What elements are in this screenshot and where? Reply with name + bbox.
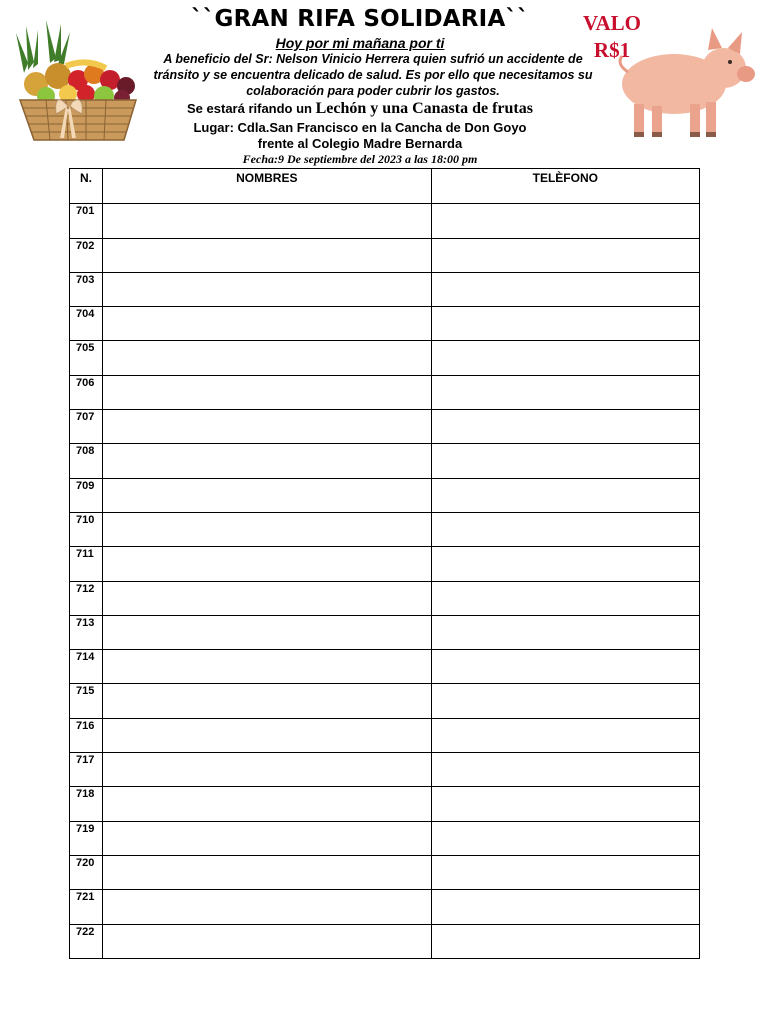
table-row: [70, 547, 700, 581]
phone-cell[interactable]: [431, 410, 699, 444]
table-row: [70, 924, 700, 958]
phone-cell[interactable]: [431, 307, 699, 341]
phone-cell[interactable]: [431, 238, 699, 272]
ticket-number: 710: [70, 512, 103, 546]
name-cell[interactable]: [103, 581, 432, 615]
place-line-1: Lugar: Cdla.San Francisco en la Cancha de Don Goyo: [193, 120, 527, 135]
ticket-number: 718: [70, 787, 103, 821]
ticket-number: 708: [70, 444, 103, 478]
phone-cell[interactable]: [431, 787, 699, 821]
table-row: [70, 890, 700, 924]
phone-cell[interactable]: [431, 547, 699, 581]
table-row: [70, 615, 700, 649]
table-row: [70, 478, 700, 512]
header-number: N.: [70, 169, 103, 204]
table-row: [70, 307, 700, 341]
table-row: [70, 375, 700, 409]
fruit-basket-image: [6, 18, 146, 143]
name-cell[interactable]: [103, 753, 432, 787]
name-cell[interactable]: [103, 478, 432, 512]
raffle-prize: Lechón y una Canasta de frutas: [315, 100, 533, 117]
ticket-number: 709: [70, 478, 103, 512]
phone-cell[interactable]: [431, 204, 699, 238]
ticket-number: 703: [70, 272, 103, 306]
table-row: [70, 821, 700, 855]
ticket-number: 701: [70, 204, 103, 238]
table-row: [70, 855, 700, 889]
name-cell[interactable]: [103, 204, 432, 238]
ticket-number: 702: [70, 238, 103, 272]
raffle-date: Fecha:9 De septiembre del 2023 a las 18:00 pm: [242, 152, 478, 166]
ticket-number: 711: [70, 547, 103, 581]
table-row: [70, 238, 700, 272]
phone-cell[interactable]: [431, 341, 699, 375]
raffle-table: [69, 168, 700, 959]
phone-cell[interactable]: [431, 444, 699, 478]
phone-cell[interactable]: [431, 821, 699, 855]
phone-cell[interactable]: [431, 753, 699, 787]
raffle-title: ``GRAN RIFA SOLIDARIA``: [191, 6, 529, 32]
price-label: VALO: [583, 11, 641, 35]
name-cell[interactable]: [103, 512, 432, 546]
ticket-number: 713: [70, 615, 103, 649]
ticket-number: 714: [70, 650, 103, 684]
ticket-number: 720: [70, 855, 103, 889]
ticket-number: 721: [70, 890, 103, 924]
name-cell[interactable]: [103, 890, 432, 924]
phone-cell[interactable]: [431, 581, 699, 615]
name-cell[interactable]: [103, 238, 432, 272]
table-header-row: [70, 169, 700, 204]
phone-cell[interactable]: [431, 272, 699, 306]
raffle-subtitle: Hoy por mi mañana por ti: [275, 35, 445, 51]
raffle-description: A beneficio del Sr: Nelson Vinicio Herrera quien sufrió un accidente de tránsito y se encuentra delicado de salud. Es por ello que necesitamos su colaboración para poder cubrir los gastos.: [153, 52, 593, 98]
name-cell[interactable]: [103, 855, 432, 889]
ticket-number: 722: [70, 924, 103, 958]
name-cell[interactable]: [103, 272, 432, 306]
ticket-number: 719: [70, 821, 103, 855]
table-row: [70, 718, 700, 752]
table-row: [70, 204, 700, 238]
phone-cell[interactable]: [431, 615, 699, 649]
table-row: [70, 410, 700, 444]
table-row: [70, 512, 700, 546]
name-cell[interactable]: [103, 375, 432, 409]
ticket-number: 712: [70, 581, 103, 615]
ticket-number: 716: [70, 718, 103, 752]
name-cell[interactable]: [103, 787, 432, 821]
pig-image: [612, 24, 764, 140]
name-cell[interactable]: [103, 410, 432, 444]
table-row: [70, 787, 700, 821]
ticket-number: 705: [70, 341, 103, 375]
table-row: [70, 341, 700, 375]
ticket-number: 707: [70, 410, 103, 444]
table-row: [70, 581, 700, 615]
raffle-intro: Se estará rifando un: [187, 101, 312, 116]
table-row: [70, 272, 700, 306]
name-cell[interactable]: [103, 650, 432, 684]
name-cell[interactable]: [103, 924, 432, 958]
name-cell[interactable]: [103, 684, 432, 718]
table-row: [70, 650, 700, 684]
table-row: [70, 753, 700, 787]
phone-cell[interactable]: [431, 478, 699, 512]
ticket-number: 715: [70, 684, 103, 718]
price-value: R$1: [593, 38, 631, 62]
name-cell[interactable]: [103, 547, 432, 581]
header-names: NOMBRES: [103, 169, 432, 204]
phone-cell[interactable]: [431, 924, 699, 958]
name-cell[interactable]: [103, 444, 432, 478]
table-row: [70, 684, 700, 718]
phone-cell[interactable]: [431, 650, 699, 684]
phone-cell[interactable]: [431, 718, 699, 752]
ticket-number: 704: [70, 307, 103, 341]
ticket-number: 717: [70, 753, 103, 787]
header-phone: TELÈFONO: [431, 169, 699, 204]
name-cell[interactable]: [103, 821, 432, 855]
raffle-prize-line: [150, 100, 570, 118]
table-row: [70, 444, 700, 478]
phone-cell[interactable]: [431, 855, 699, 889]
name-cell[interactable]: [103, 341, 432, 375]
name-cell[interactable]: [103, 615, 432, 649]
phone-cell[interactable]: [431, 512, 699, 546]
name-cell[interactable]: [103, 718, 432, 752]
place-line-2: frente al Colegio Madre Bernarda: [257, 136, 463, 151]
phone-cell[interactable]: [431, 684, 699, 718]
phone-cell[interactable]: [431, 375, 699, 409]
name-cell[interactable]: [103, 307, 432, 341]
ticket-number: 706: [70, 375, 103, 409]
phone-cell[interactable]: [431, 890, 699, 924]
